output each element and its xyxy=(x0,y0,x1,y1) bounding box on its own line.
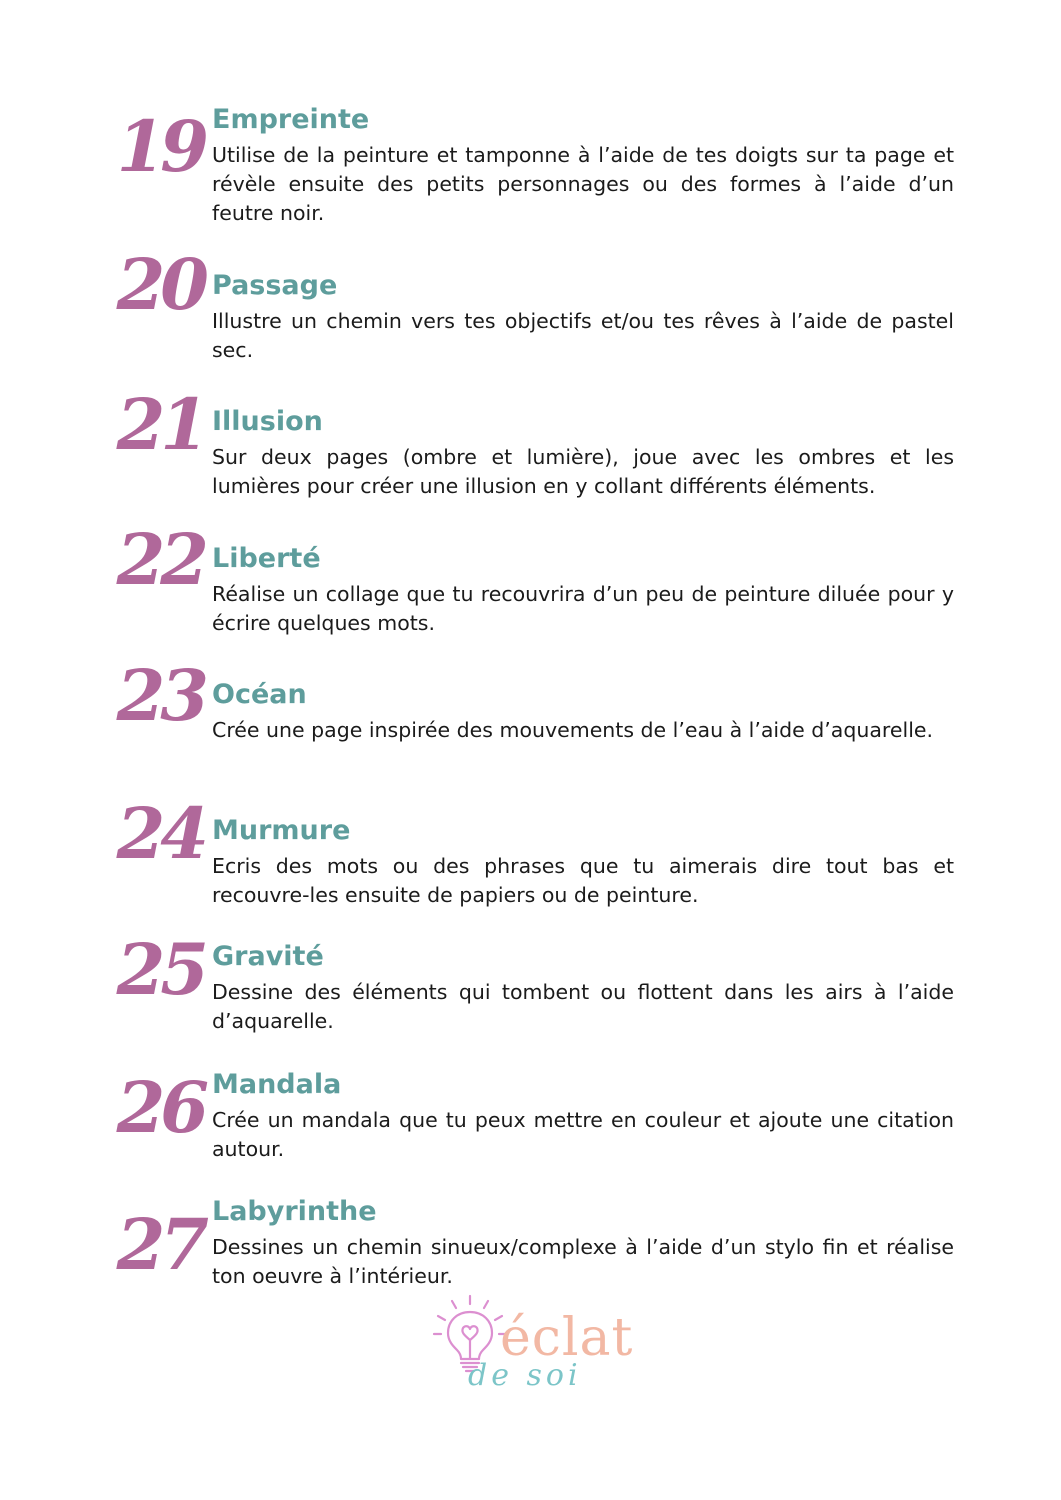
entry-title: Labyrinthe xyxy=(212,1196,377,1227)
entry-number: 27 xyxy=(116,1203,204,1286)
entry-description: Ecris des mots ou des phrases que tu aimerais dire tout bas et recouvre-les ensuite de papiers ou de peinture. xyxy=(212,854,954,907)
entry-title: Gravité xyxy=(212,941,324,972)
entry-title: Murmure xyxy=(212,815,351,846)
entry-description: Dessines un chemin sinueux/complexe à l’aide d’un stylo fin et réalise ton oeuvre à l’intérieur. xyxy=(212,1235,954,1288)
entry-number: 22 xyxy=(116,518,204,601)
logo-subtitle: de soi xyxy=(468,1358,582,1393)
entry-description: Réalise un collage que tu recouvrira d’un peu de peinture diluée pour y écrire quelques mots. xyxy=(212,582,954,635)
entry-number: 24 xyxy=(116,792,204,875)
entry-number: 21 xyxy=(116,383,204,466)
entry-number: 26 xyxy=(116,1066,204,1149)
entry-description: Illustre un chemin vers tes objectifs et/ou tes rêves à l’aide de pastel sec. xyxy=(212,309,954,362)
entry-title: Océan xyxy=(212,679,307,710)
entry-title: Empreinte xyxy=(212,104,370,135)
logo-wordmark: éclat xyxy=(500,1308,634,1368)
entry-title: Liberté xyxy=(212,543,321,574)
entry-description: Crée un mandala que tu peux mettre en couleur et ajoute une citation autour. xyxy=(212,1108,954,1161)
brand-logo xyxy=(430,1292,640,1402)
entry-number: 25 xyxy=(116,928,204,1011)
entry-title: Mandala xyxy=(212,1069,342,1100)
entry-description: Sur deux pages (ombre et lumière), joue avec les ombres et les lumières pour créer une illusion en y collant différents éléments. xyxy=(212,445,954,498)
entry-title: Illusion xyxy=(212,406,323,437)
entry-description: Dessine des éléments qui tombent ou flottent dans les airs à l’aide d’aquarelle. xyxy=(212,980,954,1033)
entry-number: 19 xyxy=(116,105,204,188)
entry-number: 23 xyxy=(116,654,204,737)
entry-description: Crée une page inspirée des mouvements de l’eau à l’aide d’aquarelle. xyxy=(212,718,934,742)
entry-description: Utilise de la peinture et tamponne à l’aide de tes doigts sur ta page et révèle ensuite des petits personnages ou des formes à l’aide d’un feutre noir. xyxy=(212,143,954,225)
entry-number: 20 xyxy=(116,243,204,326)
entry-title: Passage xyxy=(212,270,338,301)
